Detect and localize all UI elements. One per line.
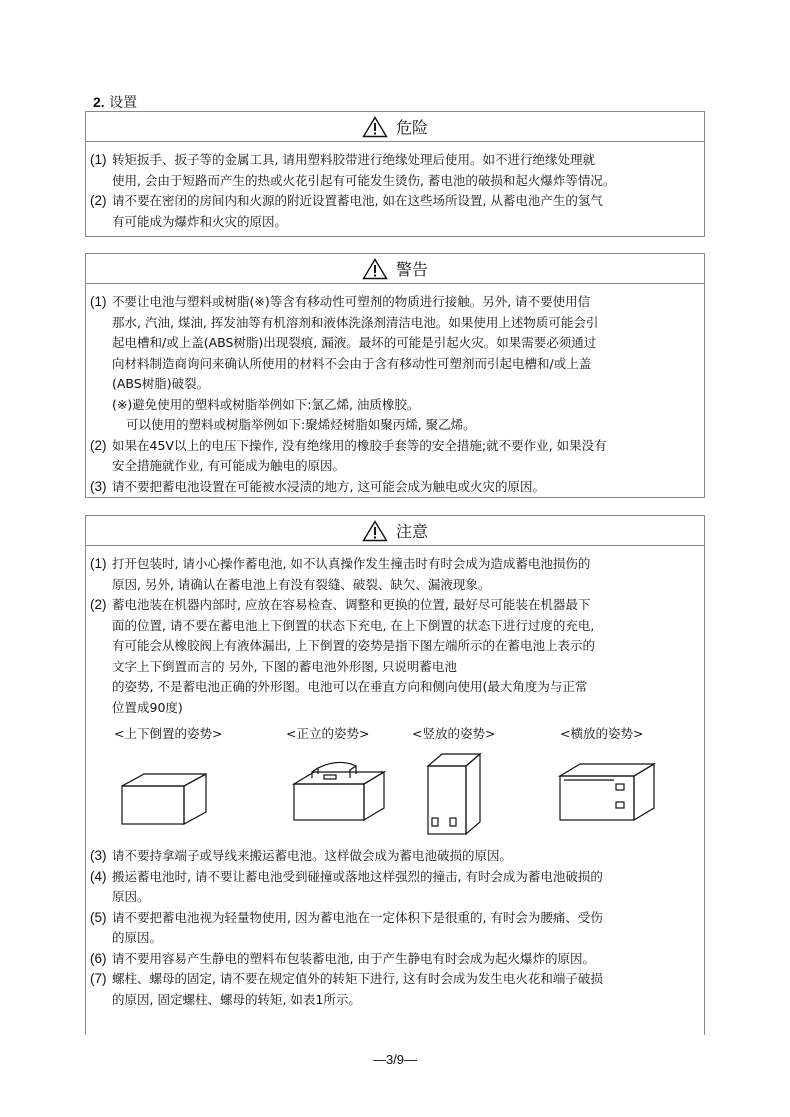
item-number: (6) bbox=[90, 950, 107, 966]
section-title: 设置 bbox=[109, 95, 138, 111]
list-item bbox=[90, 191, 704, 232]
danger-title: 危险 bbox=[395, 118, 428, 137]
item-number: (2) bbox=[90, 193, 107, 208]
item-line: 有可能成为爆炸和火灾的原因。 bbox=[112, 213, 288, 229]
item-line: 面的位置, 请不要在蓄电池上下倒置的状态下充电, 在上下倒置的状态下进行过度的充电, bbox=[112, 617, 595, 633]
caution-body bbox=[86, 546, 704, 1010]
item-number: (3) bbox=[90, 848, 107, 863]
item-line: 文字上下倒置而言的 另外, 下图的蓄电池外形图, 只说明蓄电池 bbox=[112, 658, 457, 674]
battery-diagram-row bbox=[90, 746, 704, 846]
item-line: 向材料制造商询问来确认所使用的材料不会由于含有移动性可塑剂而引起电槽和/或上盖 bbox=[112, 355, 592, 371]
item-number: (1) bbox=[90, 152, 107, 167]
item-line: 的姿势, 不是蓄电池正确的外形图。电池可以在垂直方向和侧向使用(最大角度为与正常 bbox=[112, 679, 588, 694]
item-number: (4) bbox=[90, 868, 107, 884]
item-number: (1) bbox=[90, 294, 107, 309]
danger-box bbox=[85, 111, 705, 237]
item-number: (2) bbox=[90, 597, 107, 612]
list-item bbox=[90, 436, 704, 477]
list-item bbox=[90, 554, 704, 595]
warning-note-avoid: (※)避免使用的塑料或树脂举例如下:氯乙烯, 油质橡胶。 bbox=[112, 396, 420, 412]
danger-header bbox=[86, 112, 704, 142]
danger-body bbox=[86, 142, 704, 232]
battery-inverted-drawing bbox=[114, 764, 214, 834]
warning-body bbox=[86, 284, 704, 497]
posture-label-inverted: <上下倒置的姿势> bbox=[114, 726, 223, 741]
item-line: 螺柱、螺母的固定, 请不要在规定值外的转矩下进行, 这有时会成为发生电火花和端子破损 bbox=[112, 971, 603, 986]
list-item bbox=[90, 949, 704, 970]
list-item bbox=[90, 477, 704, 498]
item-line: 原因。 bbox=[112, 889, 150, 904]
item-line: 如果在45V以上的电压下操作, 没有绝缘用的橡胶手套等的安全措施;就不要作业, 如果没有 bbox=[112, 437, 607, 453]
item-line: 请不要用容易产生静电的塑料布包装蓄电池, 由于产生静电有时会成为起火爆炸的原因。 bbox=[112, 950, 595, 966]
item-number: (3) bbox=[90, 478, 107, 494]
list-item bbox=[90, 867, 704, 908]
warning-triangle-icon bbox=[362, 520, 388, 542]
item-line: 搬运蓄电池时, 请不要让蓄电池受到碰撞或落地这样强烈的撞击, 有时会成为蓄电池破损的 bbox=[112, 868, 603, 884]
item-line: 安全措施就作业, 有可能成为触电的原因。 bbox=[112, 458, 345, 473]
item-line: 起电槽和/或上盖(ABS树脂)出现裂痕, 漏液。最坏的可能是引起火灾。如果需要必须通过 bbox=[112, 335, 597, 350]
item-line: 使用, 会由于短路而产生的热或火花引起有可能发生烫伤, 蓄电池的破损和起火爆炸等情况。 bbox=[112, 172, 616, 188]
list-item bbox=[90, 969, 704, 1010]
item-line: 打开包装时, 请小心操作蓄电池, 如不认真操作发生撞击时有时会成为造成蓄电池损伤的 bbox=[112, 556, 591, 571]
warning-item-1 bbox=[90, 292, 704, 436]
caution-items-bottom bbox=[90, 846, 704, 1010]
item-number: (7) bbox=[90, 971, 107, 986]
warning-header bbox=[86, 254, 704, 284]
warning-note-allowed: 可以使用的塑料或树脂举例如下:聚烯烃树脂如聚丙烯, 聚乙烯。 bbox=[126, 417, 476, 432]
warning-box bbox=[85, 253, 705, 498]
item-line: 请不要把蓄电池设置在可能被水浸渍的地方, 这可能会成为触电或火灾的原因。 bbox=[112, 478, 545, 494]
list-item bbox=[90, 908, 704, 949]
item-line: 不要让电池与塑料或树脂(※)等含有移动性可塑剂的物质进行接触。另外, 请不要使用信 bbox=[112, 294, 591, 309]
battery-horizontal-drawing bbox=[554, 754, 664, 834]
item-line: 那水, 汽油, 煤油, 挥发油等有机溶剂和液体洗涤剂清洁电池。如果使用上述物质可能会引 bbox=[112, 314, 599, 330]
item-line: 的原因。 bbox=[112, 930, 163, 945]
section-heading bbox=[93, 92, 137, 112]
posture-label-horizontal: <横放的姿势> bbox=[560, 726, 644, 741]
page-number: —3/9— bbox=[372, 1052, 418, 1067]
warning-items-rest bbox=[90, 436, 704, 498]
item-line: 的原因, 固定螺柱、螺母的转矩, 如表1所示。 bbox=[112, 991, 361, 1007]
posture-labels bbox=[90, 724, 704, 746]
caution-header bbox=[86, 516, 704, 546]
item-line: 请不要持拿端子或导线来搬运蓄电池。这样做会成为蓄电池破损的原因。 bbox=[112, 848, 513, 863]
list-item bbox=[90, 595, 704, 718]
item-line: 请不要把蓄电池视为轻量物使用, 因为蓄电池在一定体积下是很重的, 有时会为腰痛、受伤 bbox=[112, 909, 603, 925]
item-line: 原因, 另外, 请确认在蓄电池上有没有裂缝、破裂、缺欠、漏液现象。 bbox=[112, 576, 491, 592]
posture-label-upright: <正立的姿势> bbox=[286, 726, 370, 741]
item-number: (1) bbox=[90, 556, 107, 571]
item-number: (5) bbox=[90, 909, 107, 925]
item-line: 位置成90度) bbox=[112, 699, 183, 715]
item-line: 转矩扳手、扳子等的金属工具, 请用塑料胶带进行绝缘处理后使用。如不进行绝缘处理就 bbox=[112, 152, 595, 167]
item-number: (2) bbox=[90, 437, 107, 453]
warning-triangle-icon bbox=[362, 258, 388, 280]
section-number: 2. bbox=[93, 94, 105, 110]
caution-items-top bbox=[90, 554, 704, 718]
caution-title: 注意 bbox=[395, 522, 428, 541]
warning-triangle-icon bbox=[362, 116, 388, 138]
caution-box bbox=[85, 515, 705, 1035]
battery-vertical-drawing bbox=[420, 746, 490, 841]
item-line: (ABS树脂)破裂。 bbox=[112, 376, 210, 391]
item-line: 蓄电池装在机器内部时, 应放在容易检查、调整和更换的位置, 最好尽可能装在机器最下 bbox=[112, 597, 591, 612]
warning-title: 警告 bbox=[395, 260, 428, 279]
item-line: 请不要在密闭的房间内和火源的附近设置蓄电池, 如在这些场所设置, 从蓄电池产生的氢气 bbox=[112, 193, 603, 208]
battery-upright-drawing bbox=[284, 754, 394, 834]
list-item bbox=[90, 846, 704, 867]
posture-label-vertical: <竖放的姿势> bbox=[412, 726, 496, 741]
item-line: 有可能会从橡胶阀上有液体漏出, 上下倒置的姿势是指下图左端所示的在蓄电池上表示的 bbox=[112, 638, 595, 653]
list-item bbox=[90, 150, 704, 191]
